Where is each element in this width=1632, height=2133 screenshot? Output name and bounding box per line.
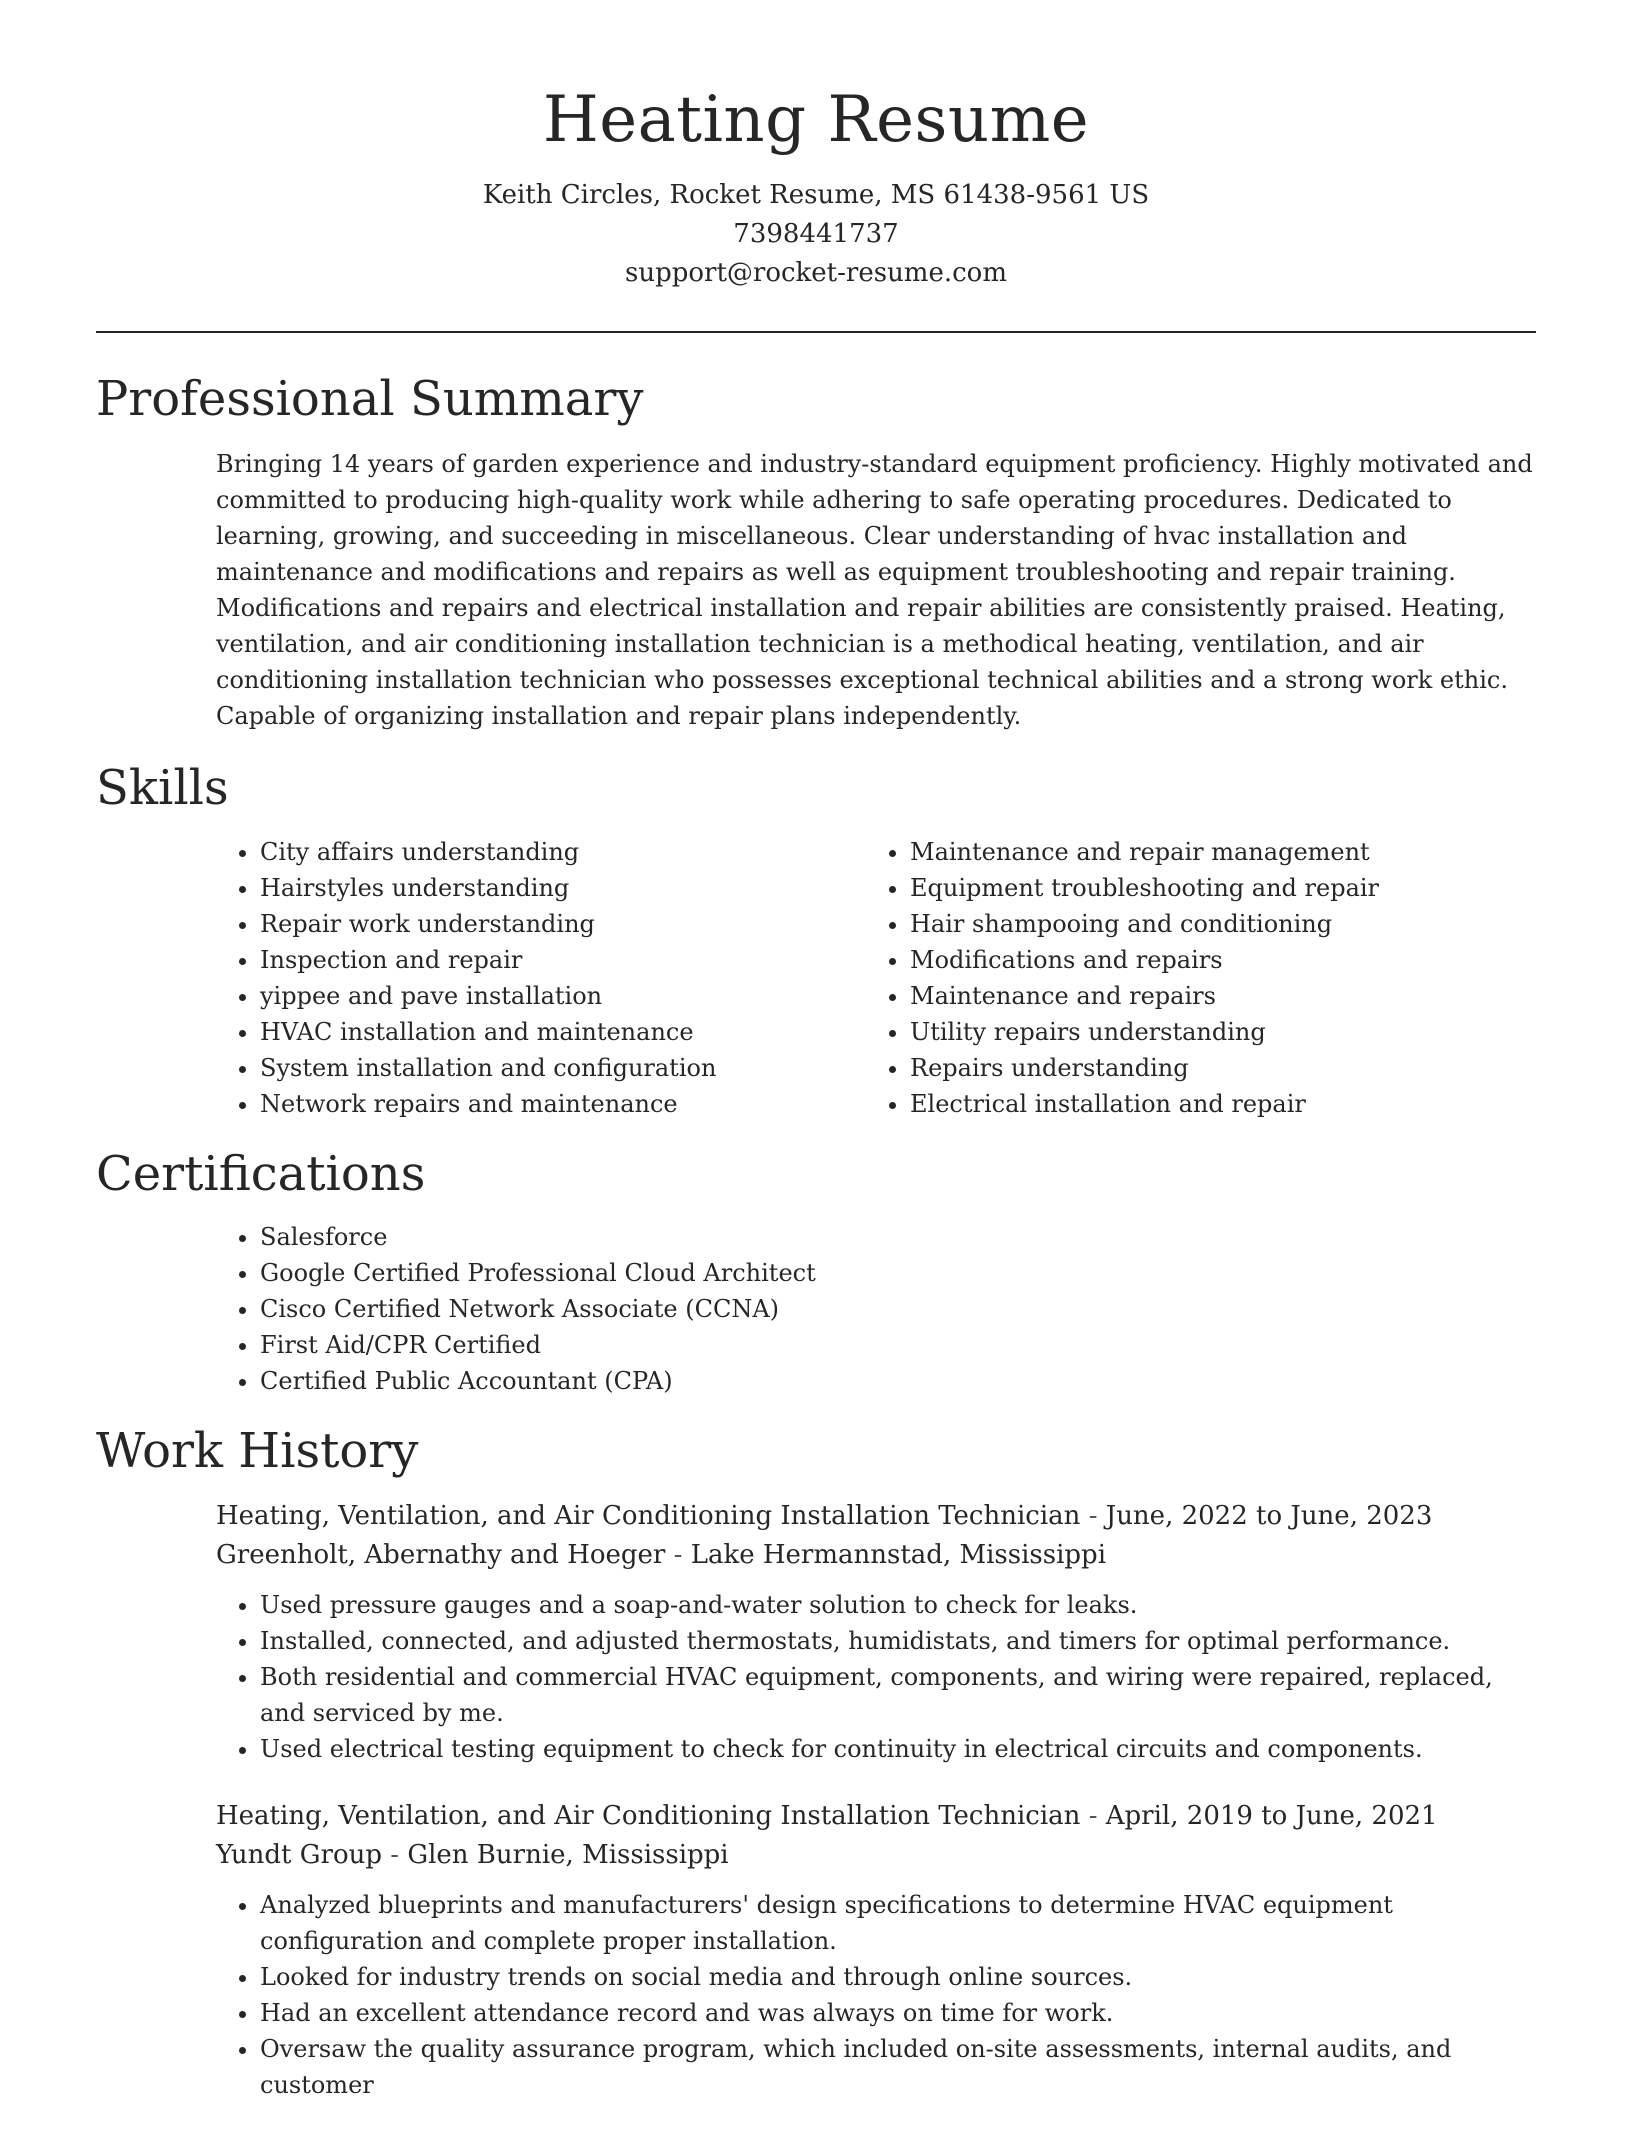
summary-section xyxy=(96,371,1536,735)
list-item: • First Aid/CPR Certified xyxy=(260,1327,1536,1363)
job-dates: June, 2022 to June, 2023 xyxy=(1105,1500,1433,1531)
list-item: • HVAC installation and maintenance xyxy=(260,1014,866,1050)
separator: - xyxy=(1080,1800,1106,1831)
list-item: • Modifications and repairs xyxy=(910,942,1516,978)
resume-header xyxy=(96,0,1536,293)
job-company: Yundt Group xyxy=(216,1839,382,1870)
list-item: • Network repairs and maintenance xyxy=(260,1086,866,1122)
certifications-heading: Certifications xyxy=(96,1145,426,1202)
list-item: • Hair shampooing and conditioning xyxy=(910,906,1516,942)
skills-column-left xyxy=(216,834,866,1122)
certifications-list xyxy=(216,1219,1536,1399)
list-item: • Utility repairs understanding xyxy=(910,1014,1516,1050)
resume-name: Heating Resume xyxy=(542,83,1090,157)
separator: - xyxy=(1080,1500,1106,1531)
skills-list-left xyxy=(216,834,866,1122)
list-item: • Installed, connected, and adjusted thermostats, humidistats, and timers for optimal performance. xyxy=(260,1623,1536,1659)
skills-heading: Skills xyxy=(96,760,229,817)
list-item: • Used pressure gauges and a soap-and-water solution to check for leaks. xyxy=(260,1587,1536,1623)
list-item: • Repair work understanding xyxy=(260,906,866,942)
skills-column-right xyxy=(866,834,1516,1122)
list-item: • Cisco Certified Network Associate (CCNA) xyxy=(260,1291,1536,1327)
separator: - xyxy=(382,1839,408,1870)
list-item: • Hairstyles understanding xyxy=(260,870,866,906)
list-item: • City affairs understanding xyxy=(260,834,866,870)
job-company-line xyxy=(216,1836,1536,1875)
list-item: • Looked for industry trends on social media and through online sources. xyxy=(260,1959,1536,1995)
resume-page xyxy=(96,0,1536,2133)
contact-email: support@rocket-resume.com xyxy=(624,257,1007,288)
list-item: • Equipment troubleshooting and repair xyxy=(910,870,1516,906)
job-entry xyxy=(216,1797,1536,2103)
work-history-heading: Work History xyxy=(96,1423,419,1480)
job-bullets xyxy=(216,1587,1536,1767)
list-item: • Google Certified Professional Cloud Architect xyxy=(260,1255,1536,1291)
job-entry xyxy=(216,1497,1536,1767)
list-item: • Electrical installation and repair xyxy=(910,1086,1516,1122)
list-item: • Both residential and commercial HVAC equipment, components, and wiring were repaired, replaced, and serviced by me. xyxy=(260,1659,1536,1731)
work-history-section xyxy=(96,1423,1536,2103)
job-title: Heating, Ventilation, and Air Conditioning Installation Technician xyxy=(216,1800,1081,1831)
work-history-list xyxy=(216,1497,1536,2103)
list-item: • Certified Public Accountant (CPA) xyxy=(260,1363,1536,1399)
job-location: Glen Burnie, Mississippi xyxy=(407,1839,729,1870)
list-item: • yippee and pave installation xyxy=(260,978,866,1014)
list-item: • Maintenance and repair management xyxy=(910,834,1516,870)
list-item: • Repairs understanding xyxy=(910,1050,1516,1086)
contact-phone: 7398441737 xyxy=(733,218,899,249)
contact-address: Keith Circles, Rocket Resume, MS 61438-9561 US xyxy=(482,179,1150,210)
job-dates: April, 2019 to June, 2021 xyxy=(1105,1800,1438,1831)
job-title: Heating, Ventilation, and Air Conditioning Installation Technician xyxy=(216,1500,1081,1531)
list-item: • System installation and configuration xyxy=(260,1050,866,1086)
skills-list-right xyxy=(866,834,1516,1122)
skills-section xyxy=(96,760,1536,1122)
summary-heading: Professional Summary xyxy=(96,370,644,427)
job-company: Greenholt, Abernathy and Hoeger xyxy=(216,1539,666,1570)
list-item: • Had an excellent attendance record and was always on time for work. xyxy=(260,1995,1536,2031)
list-item: • Inspection and repair xyxy=(260,942,866,978)
list-item: • Analyzed blueprints and manufacturers' design specifications to determine HVAC equipment configuration and complete proper installation. xyxy=(260,1887,1536,1959)
separator: - xyxy=(665,1539,691,1570)
certifications-section xyxy=(96,1146,1536,1400)
header-divider xyxy=(96,331,1536,333)
summary-text: Bringing 14 years of garden experience and industry-standard equipment proficiency. Highly motivated and committed to producing high-quality work while adhering to safe operating procedures. Dedicated to learning, growing, and succeeding in miscellaneous. Clear understanding of hvac installation and maintenance and modifications and repairs as well as equipment troubleshooting and repair training. Modifications and repairs and electrical installation and repair abilities are consistently praised. Heating, ventilation, and air conditioning installation technician is a methodical heating, ventilation, and air conditioning installation technician who possesses exceptional technical abilities and a strong work ethic. Capable of organizing installation and repair plans independently. xyxy=(216,450,1533,731)
list-item: • Oversaw the quality assurance program, which included on-site assessments, internal audits, and customer xyxy=(260,2031,1536,2103)
list-item: • Salesforce xyxy=(260,1219,1536,1255)
job-bullets xyxy=(216,1887,1536,2103)
job-location: Lake Hermannstad, Mississippi xyxy=(690,1539,1107,1570)
list-item: • Maintenance and repairs xyxy=(910,978,1516,1014)
job-title-line xyxy=(216,1797,1536,1836)
list-item: • Used electrical testing equipment to check for continuity in electrical circuits and components. xyxy=(260,1731,1536,1767)
job-company-line xyxy=(216,1536,1536,1575)
job-title-line xyxy=(216,1497,1536,1536)
